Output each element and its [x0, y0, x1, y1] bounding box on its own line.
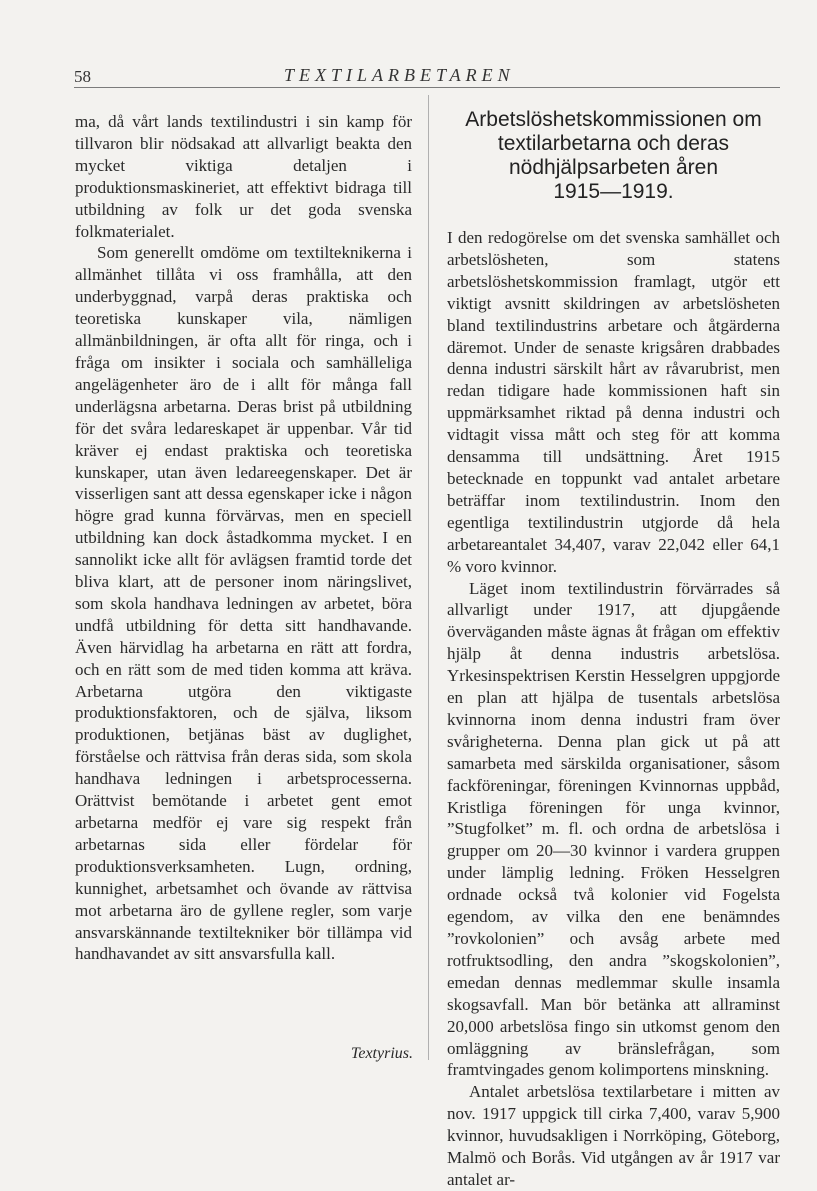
- author-signature: Textyrius.: [350, 1045, 413, 1062]
- article-title-line: 1915—1919.: [553, 180, 674, 203]
- right-paragraph: Antalet arbetslösa textilarbetare i mitten av nov. 1917 uppgick till cirka 7,400, varav 5,900 kvinnor, huvudsakligen i Norrköping, Göteborg, Malmö och Borås. Vid utgången av år 1917 var antalet ar-: [447, 1082, 780, 1189]
- page-header: [74, 62, 780, 90]
- page-number: 58: [74, 67, 91, 86]
- left-paragraph: Som generellt omdöme om textilteknikerna i allmänhet tillåta vi oss framhålla, att den underbyggnad, varpå deras praktiska och teoretiska kunskaper vila, nämligen allmänbildningen, är ofta allt för ringa, och i fråga om insikter i sociala och samhälleliga angelägenheter äro de i allt för många fall underlägsna arbetarna. Deras brist på utbildning för det svåra ledareskapet är uppenbar. Vår tid kräver ej endast praktiska och teoretiska kunskaper, utan även ledareegenskaper. Det är visserligen sant att dessa egenskaper icke i någon högre grad kunna förvärvas, men en speciell utbildning kan dock åstadkomma mycket. I en sannolikt icke allt för avlägsen framtid torde det bliva klart, att de personer inom näringslivet, som skola handhava ledningen av arbetet, böra undfå utbildning för detta sitt handhavande. Även härvidlag ha arbetarna en rätt att fordra, och en rätt som de med tiden komma att kräva. Arbetarna utgöra den viktigaste produktionsfaktoren, och de själva, liksom produktionen, betjänas bäst av duglighet, förståelse och rättvisa från deras sida, som skola handhava ledningen i arbetsprocesserna. Orättvist bemötande i arbetet gent emot arbetarna medför ej vare sig respekt från arbetarnas sida eller fördelar för produktionsverksamheten. Lugn, ordning, kunnighet, arbetsamhet och övande av rättvisa mot arbetarna äro de gyllene regler, som varje ansvarskännande textiltekniker bör tillämpa vid handhavandet av sitt ansvarsfulla kall.: [75, 243, 412, 964]
- column-divider: [428, 95, 429, 1060]
- article-title-line: Arbetslöshetskommissionen om: [465, 108, 762, 131]
- article-title-line: nödhjälpsarbeten åren: [509, 156, 718, 179]
- right-paragraph: I den redogörelse om det svenska samhället och arbetslösheten, som statens arbetslöshetskommission framlagt, utgör ett viktigt avsnitt skildringen av arbetslösheten bland textilindustrins arbetare och åtgärderna däremot. Under de senaste krigsåren drabbades denna industri särskilt hårt av råvarubrist, men redan tidigare hade kommissionen haft sin uppmärksamhet riktad på denna industri och vidtagit vissa mått och steg för att komma densamma till undsättning. Året 1915 betecknade en toppunkt vad antalet arbetare beträffar inom textilindustrin. Inom den egentliga textilindustrin utgjorde då hela arbetareantalet 34,407, varav 22,042 eller 64,1 % voro kvinnor.: [447, 228, 780, 576]
- right-column: [447, 227, 780, 1191]
- left-column: [75, 111, 412, 965]
- header-rule: [74, 87, 780, 88]
- right-paragraph: Läget inom textilindustrin förvärrades så allvarligt under 1917, att djupgående överväganden måste ägnas åt frågan om effektiv hjälp åt denna industris arbetslösa. Yrkesinspektrisen Kerstin Hesselgren uppgjorde en plan att hjälpa de tusentals arbetslösa kvinnorna inom denna industri fram över svårigheterna. Denna plan gick ut på att samarbeta med särskilda organisationer, såsom fackföreningar, föreningen Kvinnornas uppbåd, Kristliga föreningen för unga kvinnor, ”Stugfolket” m. fl. och ordna de arbetslösa i grupper om 20—30 kvinnor i vardera gruppen under lämplig ledning. Fröken Hesselgren ordnade också två kolonier vid Fogelsta egendom, av vilka den ene benämndes ”rovkolonien” och avsåg arbete med rotfruktsodling, den andra ”skogskolonien”, emedan dennas medlemmar skulle insamla skogsavfall. Man bör betänka att allraminst 20,000 arbetslösa fingo sin utkomst genom den omläggning av bränslefrågan, som framtvingades genom kolimportens minskning.: [447, 578, 780, 1080]
- article-title-line: textilarbetarna och deras: [497, 132, 730, 155]
- running-head: TEXTILARBETAREN: [284, 65, 515, 85]
- left-paragraph: ma, då vårt lands textilindustri i sin kamp för tillvaron blir nödsakad att allvarligt beakta den mycket viktiga detaljen i produktionsmaskineriet, att effektivt bidraga till utbildning av folk ur det goda svenska folkmaterialet.: [75, 112, 412, 241]
- article-title: [447, 108, 780, 204]
